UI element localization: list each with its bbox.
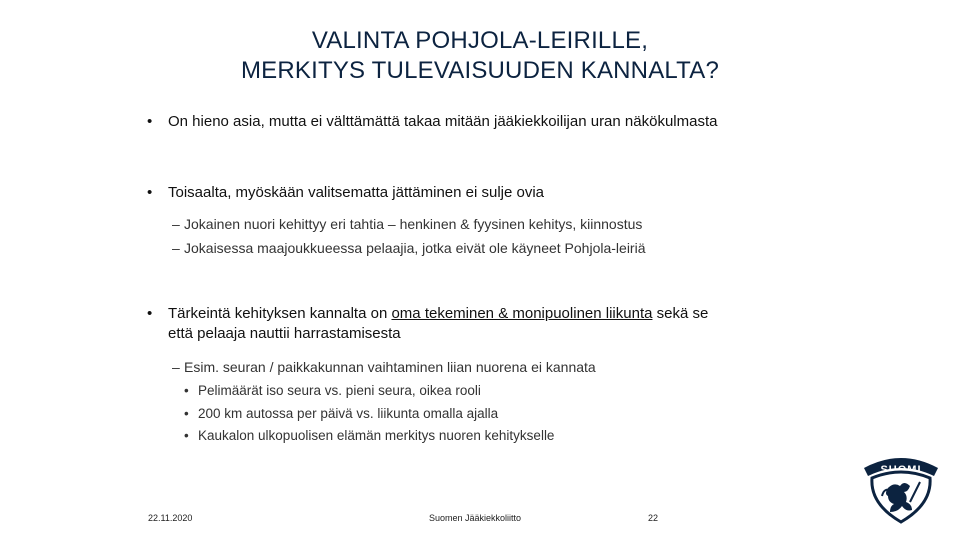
title-line-1: VALINTA POHJOLA-LEIRILLE, <box>311 27 649 54</box>
logo-text: SUOMI <box>880 464 922 476</box>
bullet-1 <box>148 112 848 132</box>
footer-date: 22.11.2020 <box>148 513 193 523</box>
sub-sub-item <box>184 405 498 423</box>
suomi-logo <box>858 452 944 526</box>
finnish-lion-crest-icon <box>858 452 944 526</box>
bullet-2-sub-2-text: Jokaisessa maajoukkueessa pelaajia, jotka eivät ole käyneet Pohjola-leiriä <box>184 240 646 256</box>
title-line-2: MERKITYS TULEVAISUUDEN KANNALTA? <box>240 57 720 84</box>
bullet-3-sub-1 <box>172 358 596 376</box>
footer-page-number: 22 <box>648 513 659 523</box>
bullet-1-text: On hieno asia, mutta ei välttämättä takaa mitään jääkiekkoilijan uran näkökulmasta <box>168 113 718 130</box>
bullet-2-sub-1-text: Jokainen nuori kehittyy eri tahtia – henkinen & fyysinen kehitys, kiinnostus <box>184 216 643 232</box>
bullet-3-sub-1-text: Esim. seuran / paikkakunnan vaihtaminen liian nuorena ei kannata <box>184 359 596 375</box>
bullet-2 <box>148 183 848 203</box>
dash-marker: – <box>172 216 180 232</box>
bullet-3 <box>148 304 828 344</box>
bullet-2-sub-2 <box>172 239 646 257</box>
sub-sub-item <box>184 382 481 400</box>
bullet-marker: • <box>147 184 153 201</box>
sub-sub-item-text: Pelimäärät iso seura vs. pieni seura, oikea rooli <box>198 383 481 398</box>
bullet-marker: • <box>147 305 153 322</box>
bullet-3-text <box>168 304 828 344</box>
bullet-marker: • <box>184 428 189 443</box>
bullet-2-text: Toisaalta, myöskään valitsematta jättäminen ei sulje ovia <box>168 184 545 201</box>
sub-sub-item <box>184 427 554 445</box>
footer-organization: Suomen Jääkiekkoliitto <box>429 513 522 523</box>
sub-sub-item-text: 200 km autossa per päivä vs. liikunta omalla ajalla <box>198 406 499 421</box>
dash-marker: – <box>172 240 180 256</box>
sub-sub-item-text: Kaukalon ulkopuolisen elämän merkitys nuoren kehitykselle <box>198 428 555 443</box>
bullet-2-sub-1 <box>172 215 642 233</box>
bullet-marker: • <box>184 406 189 421</box>
dash-marker: – <box>172 359 180 375</box>
bullet-marker: • <box>184 383 189 398</box>
bullet-3-text-pre: Tärkeintä kehityksen kannalta on <box>168 305 392 322</box>
slide-title <box>0 26 960 86</box>
bullet-marker: • <box>147 113 153 130</box>
bullet-3-emphasis: oma tekeminen & monipuolinen liikunta <box>391 305 653 322</box>
bullet-3-line-2: että pelaaja nauttii harrastamisesta <box>168 325 401 342</box>
bullet-3-text-post: sekä se <box>652 305 709 322</box>
